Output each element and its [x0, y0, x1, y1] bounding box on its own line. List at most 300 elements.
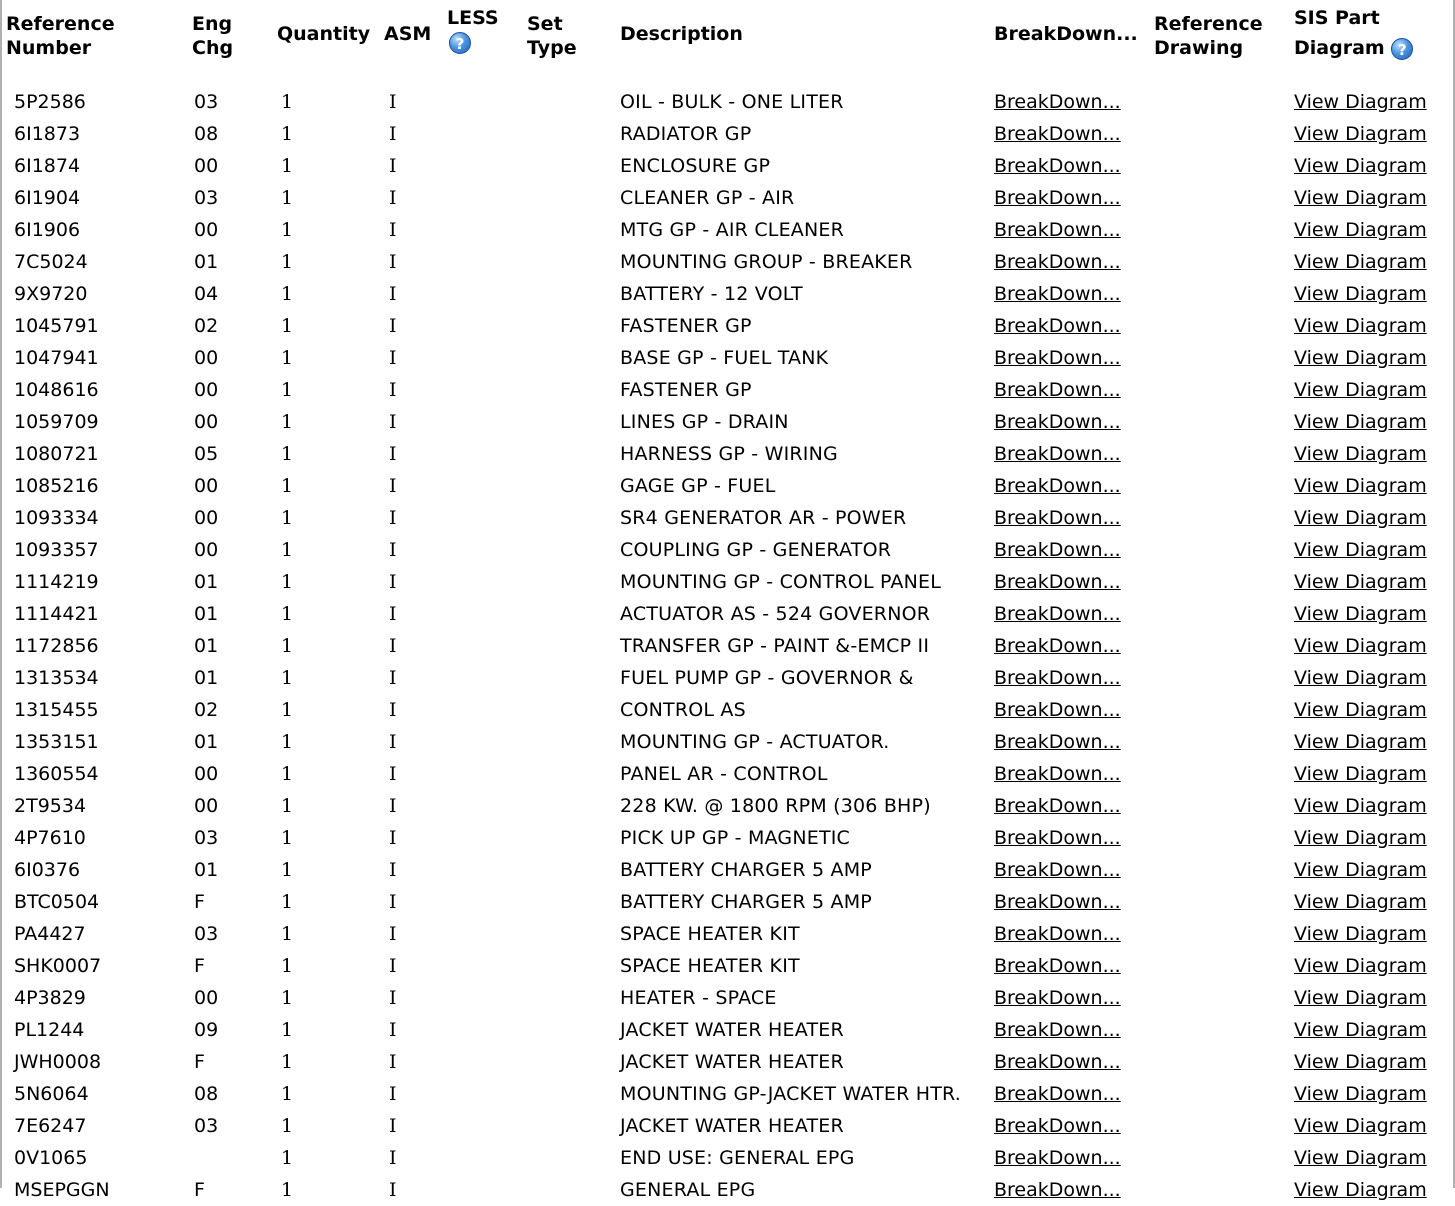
cell-set-type: [527, 406, 616, 438]
view-diagram-link[interactable]: View Diagram: [1294, 763, 1427, 785]
cell-eng-chg: 01: [194, 571, 219, 593]
table-row: [6, 534, 1446, 566]
cell-quantity: 1: [281, 347, 294, 369]
cell-reference-drawing: [1154, 1014, 1294, 1046]
cell-quantity: 1: [281, 1051, 294, 1073]
cell-description: BASE GP - FUEL TANK: [620, 347, 829, 369]
breakdown-link[interactable]: BreakDown...: [994, 411, 1121, 433]
cell-asm: I: [389, 667, 397, 689]
cell-description: HARNESS GP - WIRING: [620, 443, 838, 465]
cell-reference-number: 1085216: [14, 475, 99, 497]
table-row: [6, 246, 1446, 278]
cell-quantity: 1: [281, 315, 294, 337]
cell-reference-drawing: [1154, 630, 1294, 662]
cell-eng-chg: 00: [194, 795, 219, 817]
cell-sis-diagram: [1294, 118, 1446, 150]
less-help-icon[interactable]: ?: [449, 32, 471, 54]
cell-less: [443, 438, 527, 470]
header-row: [6, 6, 1446, 86]
cell-less: [443, 790, 527, 822]
column-header-reference-number: [6, 6, 192, 86]
cell-breakdown: [994, 150, 1154, 182]
cell-quantity: 1: [281, 987, 294, 1009]
cell-breakdown: [994, 214, 1154, 246]
breakdown-link[interactable]: BreakDown...: [994, 635, 1121, 657]
cell-quantity: 1: [281, 123, 294, 145]
breakdown-link[interactable]: BreakDown...: [994, 379, 1121, 401]
view-diagram-link[interactable]: View Diagram: [1294, 123, 1427, 145]
cell-less: [443, 886, 527, 918]
breakdown-link[interactable]: BreakDown...: [994, 699, 1121, 721]
header-sis-line2-wrapper: [1294, 30, 1446, 60]
cell-breakdown: [994, 662, 1154, 694]
cell-quantity: 1: [281, 763, 294, 785]
cell-sis-diagram: [1294, 694, 1446, 726]
cell-quantity: 1: [281, 155, 294, 177]
cell-eng-chg: 09: [194, 1019, 219, 1041]
column-header-description: [616, 6, 994, 86]
breakdown-link[interactable]: BreakDown...: [994, 955, 1121, 977]
cell-breakdown: [994, 1046, 1154, 1078]
cell-reference-number: 6I1874: [14, 155, 81, 177]
cell-asm: I: [389, 795, 397, 817]
cell-eng-chg: 00: [194, 507, 219, 529]
table-row: [6, 118, 1446, 150]
cell-asm: I: [389, 763, 397, 785]
cell-reference-drawing: [1154, 1078, 1294, 1110]
view-diagram-link[interactable]: View Diagram: [1294, 923, 1427, 945]
view-diagram-link[interactable]: View Diagram: [1294, 955, 1427, 977]
cell-eng-chg: 08: [194, 1083, 219, 1105]
cell-reference-number: JWH0008: [14, 1051, 102, 1073]
cell-description: SR4 GENERATOR AR - POWER: [620, 507, 907, 529]
view-diagram-link[interactable]: View Diagram: [1294, 347, 1427, 369]
view-diagram-link[interactable]: View Diagram: [1294, 827, 1427, 849]
cell-asm: I: [389, 1051, 397, 1073]
cell-quantity: 1: [281, 379, 294, 401]
cell-set-type: [527, 374, 616, 406]
cell-asm: I: [389, 731, 397, 753]
breakdown-link[interactable]: BreakDown...: [994, 475, 1121, 497]
breakdown-link[interactable]: BreakDown...: [994, 123, 1121, 145]
cell-quantity: 1: [281, 1115, 294, 1137]
cell-asm: I: [389, 155, 397, 177]
breakdown-link[interactable]: BreakDown...: [994, 795, 1121, 817]
table-row: [6, 86, 1446, 118]
cell-reference-number: 1114421: [14, 603, 99, 625]
cell-reference-number: 1360554: [14, 763, 99, 785]
view-diagram-link[interactable]: View Diagram: [1294, 699, 1427, 721]
breakdown-link[interactable]: BreakDown...: [994, 763, 1121, 785]
cell-description: PANEL AR - CONTROL: [620, 763, 828, 785]
table-row: [6, 598, 1446, 630]
cell-asm: I: [389, 1019, 397, 1041]
cell-sis-diagram: [1294, 246, 1446, 278]
view-diagram-link[interactable]: View Diagram: [1294, 443, 1427, 465]
cell-eng-chg: 00: [194, 763, 219, 785]
view-diagram-link[interactable]: View Diagram: [1294, 1083, 1427, 1105]
table-row: [6, 1014, 1446, 1046]
breakdown-link[interactable]: BreakDown...: [994, 987, 1121, 1009]
cell-less: [443, 918, 527, 950]
cell-reference-number: 1045791: [14, 315, 99, 337]
table-row: [6, 854, 1446, 886]
view-diagram-link[interactable]: View Diagram: [1294, 891, 1427, 913]
cell-breakdown: [994, 1078, 1154, 1110]
breakdown-link[interactable]: BreakDown...: [994, 507, 1121, 529]
cell-description: BATTERY CHARGER 5 AMP: [620, 859, 872, 881]
cell-reference-number: 5N6064: [14, 1083, 89, 1105]
cell-asm: I: [389, 699, 397, 721]
breakdown-link[interactable]: BreakDown...: [994, 155, 1121, 177]
cell-set-type: [527, 182, 616, 214]
breakdown-link[interactable]: BreakDown...: [994, 315, 1121, 337]
cell-less: [443, 662, 527, 694]
cell-asm: I: [389, 475, 397, 497]
header-sis-line2: Diagram: [1294, 37, 1385, 59]
header-less-label: LESS: [447, 7, 499, 29]
view-diagram-link[interactable]: View Diagram: [1294, 859, 1427, 881]
breakdown-link[interactable]: BreakDown...: [994, 1083, 1121, 1105]
cell-description: GENERAL EPG: [620, 1179, 756, 1201]
cell-reference-number: 1093357: [14, 539, 99, 561]
breakdown-link[interactable]: BreakDown...: [994, 571, 1121, 593]
cell-eng-chg: F: [194, 1179, 205, 1201]
breakdown-link[interactable]: BreakDown...: [994, 539, 1121, 561]
cell-set-type: [527, 534, 616, 566]
cell-quantity: 1: [281, 187, 294, 209]
header-set-line2: Type: [527, 37, 577, 59]
cell-quantity: 1: [281, 827, 294, 849]
breakdown-link[interactable]: BreakDown...: [994, 187, 1121, 209]
cell-breakdown: [994, 374, 1154, 406]
cell-reference-drawing: [1154, 758, 1294, 790]
cell-set-type: [527, 758, 616, 790]
view-diagram-link[interactable]: View Diagram: [1294, 251, 1427, 273]
cell-sis-diagram: [1294, 214, 1446, 246]
cell-quantity: 1: [281, 219, 294, 241]
cell-less: [443, 726, 527, 758]
cell-set-type: [527, 886, 616, 918]
view-diagram-link[interactable]: View Diagram: [1294, 539, 1427, 561]
cell-description: JACKET WATER HEATER: [620, 1115, 844, 1137]
cell-set-type: [527, 918, 616, 950]
view-diagram-link[interactable]: View Diagram: [1294, 1019, 1427, 1041]
cell-eng-chg: 00: [194, 539, 219, 561]
cell-reference-drawing: [1154, 438, 1294, 470]
cell-asm: I: [389, 603, 397, 625]
cell-less: [443, 1142, 527, 1174]
cell-set-type: [527, 214, 616, 246]
cell-breakdown: [994, 918, 1154, 950]
cell-eng-chg: 00: [194, 987, 219, 1009]
breakdown-link[interactable]: BreakDown...: [994, 283, 1121, 305]
breakdown-link[interactable]: BreakDown...: [994, 827, 1121, 849]
sis-help-icon[interactable]: ?: [1391, 38, 1413, 60]
breakdown-link[interactable]: BreakDown...: [994, 1179, 1121, 1201]
breakdown-link[interactable]: BreakDown...: [994, 891, 1121, 913]
cell-less: [443, 406, 527, 438]
cell-description: PICK UP GP - MAGNETIC: [620, 827, 851, 849]
cell-eng-chg: 03: [194, 827, 219, 849]
cell-quantity: 1: [281, 731, 294, 753]
view-diagram-link[interactable]: View Diagram: [1294, 731, 1427, 753]
cell-reference-drawing: [1154, 1142, 1294, 1174]
cell-reference-number: 1048616: [14, 379, 99, 401]
cell-eng-chg: [192, 1142, 277, 1174]
cell-set-type: [527, 1174, 616, 1206]
cell-set-type: [527, 246, 616, 278]
cell-eng-chg: 00: [194, 475, 219, 497]
view-diagram-link[interactable]: View Diagram: [1294, 507, 1427, 529]
cell-breakdown: [994, 310, 1154, 342]
cell-eng-chg: F: [194, 891, 205, 913]
breakdown-link[interactable]: BreakDown...: [994, 1051, 1121, 1073]
cell-breakdown: [994, 1110, 1154, 1142]
cell-reference-drawing: [1154, 406, 1294, 438]
cell-reference-drawing: [1154, 886, 1294, 918]
cell-eng-chg: 01: [194, 603, 219, 625]
view-diagram-link[interactable]: View Diagram: [1294, 411, 1427, 433]
cell-set-type: [527, 694, 616, 726]
breakdown-link[interactable]: BreakDown...: [994, 443, 1121, 465]
cell-sis-diagram: [1294, 1078, 1446, 1110]
cell-breakdown: [994, 566, 1154, 598]
header-description-label: Description: [620, 23, 743, 45]
view-diagram-link[interactable]: View Diagram: [1294, 987, 1427, 1009]
cell-sis-diagram: [1294, 1142, 1446, 1174]
cell-set-type: [527, 598, 616, 630]
cell-reference-drawing: [1154, 726, 1294, 758]
cell-reference-number: MSEPGGN: [14, 1179, 110, 1201]
cell-sis-diagram: [1294, 150, 1446, 182]
view-diagram-link[interactable]: View Diagram: [1294, 475, 1427, 497]
cell-set-type: [527, 950, 616, 982]
breakdown-link[interactable]: BreakDown...: [994, 667, 1121, 689]
cell-breakdown: [994, 598, 1154, 630]
cell-breakdown: [994, 726, 1154, 758]
view-diagram-link[interactable]: View Diagram: [1294, 571, 1427, 593]
cell-reference-drawing: [1154, 214, 1294, 246]
breakdown-link[interactable]: BreakDown...: [994, 1115, 1121, 1137]
cell-eng-chg: F: [194, 1051, 205, 1073]
breakdown-link[interactable]: BreakDown...: [994, 603, 1121, 625]
cell-set-type: [527, 118, 616, 150]
cell-description: MOUNTING GP-JACKET WATER HTR.: [620, 1083, 962, 1105]
cell-eng-chg: 03: [194, 91, 219, 113]
cell-asm: I: [389, 635, 397, 657]
breakdown-link[interactable]: BreakDown...: [994, 923, 1121, 945]
table-row: [6, 438, 1446, 470]
cell-sis-diagram: [1294, 1174, 1446, 1206]
cell-reference-number: 6I1873: [14, 123, 81, 145]
cell-set-type: [527, 1142, 616, 1174]
table-row: [6, 310, 1446, 342]
breakdown-link[interactable]: BreakDown...: [994, 91, 1121, 113]
cell-eng-chg: 03: [194, 1115, 219, 1137]
cell-description: HEATER - SPACE: [620, 987, 777, 1009]
cell-sis-diagram: [1294, 1046, 1446, 1078]
view-diagram-link[interactable]: View Diagram: [1294, 635, 1427, 657]
cell-reference-drawing: [1154, 982, 1294, 1014]
cell-less: [443, 1174, 527, 1206]
cell-description: ACTUATOR AS - 524 GOVERNOR: [620, 603, 931, 625]
header-ref-line2: Number: [6, 37, 92, 59]
cell-reference-number: 1114219: [14, 571, 99, 593]
view-diagram-link[interactable]: View Diagram: [1294, 795, 1427, 817]
table-row: [6, 214, 1446, 246]
breakdown-link[interactable]: BreakDown...: [994, 347, 1121, 369]
cell-asm: I: [389, 923, 397, 945]
cell-reference-number: 2T9534: [14, 795, 87, 817]
cell-breakdown: [994, 182, 1154, 214]
cell-set-type: [527, 1046, 616, 1078]
table-row: [6, 566, 1446, 598]
breakdown-link[interactable]: BreakDown...: [994, 251, 1121, 273]
view-diagram-link[interactable]: View Diagram: [1294, 219, 1427, 241]
cell-asm: I: [389, 283, 397, 305]
view-diagram-link[interactable]: View Diagram: [1294, 1147, 1427, 1169]
table-row: [6, 630, 1446, 662]
cell-sis-diagram: [1294, 1110, 1446, 1142]
cell-reference-number: 7E6247: [14, 1115, 87, 1137]
table-row: [6, 694, 1446, 726]
cell-breakdown: [994, 694, 1154, 726]
cell-sis-diagram: [1294, 790, 1446, 822]
view-diagram-link[interactable]: View Diagram: [1294, 603, 1427, 625]
cell-quantity: 1: [281, 443, 294, 465]
cell-breakdown: [994, 1014, 1154, 1046]
table-row: [6, 502, 1446, 534]
cell-eng-chg: 01: [194, 635, 219, 657]
cell-asm: I: [389, 1147, 397, 1169]
cell-reference-number: 1172856: [14, 635, 99, 657]
view-diagram-link[interactable]: View Diagram: [1294, 379, 1427, 401]
table-body: [6, 86, 1446, 1206]
cell-description: MTG GP - AIR CLEANER: [620, 219, 844, 241]
view-diagram-link[interactable]: View Diagram: [1294, 155, 1427, 177]
cell-set-type: [527, 470, 616, 502]
cell-eng-chg: 01: [194, 731, 219, 753]
cell-description: LINES GP - DRAIN: [620, 411, 789, 433]
cell-description: TRANSFER GP - PAINT &-EMCP II: [620, 635, 930, 657]
breakdown-link[interactable]: BreakDown...: [994, 1019, 1121, 1041]
cell-eng-chg: 04: [194, 283, 219, 305]
header-eng-line2: Chg: [192, 37, 234, 59]
cell-reference-drawing: [1154, 566, 1294, 598]
cell-reference-number: 1315455: [14, 699, 99, 721]
cell-reference-number: 1093334: [14, 507, 99, 529]
cell-eng-chg: 01: [194, 667, 219, 689]
cell-less: [443, 502, 527, 534]
cell-eng-chg: 00: [194, 219, 219, 241]
cell-quantity: 1: [281, 411, 294, 433]
cell-quantity: 1: [281, 1147, 294, 1169]
view-diagram-link[interactable]: View Diagram: [1294, 315, 1427, 337]
cell-sis-diagram: [1294, 406, 1446, 438]
cell-quantity: 1: [281, 539, 294, 561]
cell-reference-drawing: [1154, 1174, 1294, 1206]
cell-sis-diagram: [1294, 598, 1446, 630]
cell-breakdown: [994, 342, 1154, 374]
cell-reference-drawing: [1154, 278, 1294, 310]
breakdown-link[interactable]: BreakDown...: [994, 219, 1121, 241]
cell-sis-diagram: [1294, 502, 1446, 534]
cell-reference-number: 1353151: [14, 731, 99, 753]
cell-quantity: 1: [281, 891, 294, 913]
cell-description: OIL - BULK - ONE LITER: [620, 91, 844, 113]
cell-set-type: [527, 150, 616, 182]
cell-breakdown: [994, 790, 1154, 822]
breakdown-link[interactable]: BreakDown...: [994, 859, 1121, 881]
cell-asm: I: [389, 859, 397, 881]
cell-less: [443, 214, 527, 246]
view-diagram-link[interactable]: View Diagram: [1294, 1051, 1427, 1073]
cell-eng-chg: 00: [194, 379, 219, 401]
cell-reference-number: 6I1906: [14, 219, 81, 241]
view-diagram-link[interactable]: View Diagram: [1294, 91, 1427, 113]
cell-sis-diagram: [1294, 854, 1446, 886]
cell-asm: I: [389, 539, 397, 561]
table-row: [6, 470, 1446, 502]
cell-quantity: 1: [281, 699, 294, 721]
cell-asm: I: [389, 187, 397, 209]
table-row: [6, 886, 1446, 918]
cell-reference-drawing: [1154, 118, 1294, 150]
cell-breakdown: [994, 278, 1154, 310]
cell-reference-number: PA4427: [14, 923, 86, 945]
cell-reference-drawing: [1154, 342, 1294, 374]
table-row: [6, 726, 1446, 758]
cell-quantity: 1: [281, 667, 294, 689]
cell-quantity: 1: [281, 603, 294, 625]
view-diagram-link[interactable]: View Diagram: [1294, 1179, 1427, 1201]
cell-quantity: 1: [281, 859, 294, 881]
view-diagram-link[interactable]: View Diagram: [1294, 283, 1427, 305]
cell-sis-diagram: [1294, 342, 1446, 374]
header-sis-line1: SIS Part: [1294, 7, 1380, 29]
view-diagram-link[interactable]: View Diagram: [1294, 667, 1427, 689]
cell-reference-drawing: [1154, 854, 1294, 886]
cell-sis-diagram: [1294, 630, 1446, 662]
cell-asm: I: [389, 1115, 397, 1137]
cell-sis-diagram: [1294, 886, 1446, 918]
table-row: [6, 342, 1446, 374]
cell-breakdown: [994, 502, 1154, 534]
cell-asm: I: [389, 219, 397, 241]
view-diagram-link[interactable]: View Diagram: [1294, 1115, 1427, 1137]
cell-reference-number: 4P7610: [14, 827, 86, 849]
table-row: [6, 950, 1446, 982]
view-diagram-link[interactable]: View Diagram: [1294, 187, 1427, 209]
cell-reference-number: 1313534: [14, 667, 99, 689]
table-row: [6, 982, 1446, 1014]
cell-breakdown: [994, 534, 1154, 566]
table-row: [6, 1078, 1446, 1110]
cell-eng-chg: 02: [194, 699, 219, 721]
cell-description: COUPLING GP - GENERATOR: [620, 539, 892, 561]
cell-less: [443, 854, 527, 886]
column-header-sis-part-diagram: [1294, 6, 1446, 86]
breakdown-link[interactable]: BreakDown...: [994, 731, 1121, 753]
cell-breakdown: [994, 438, 1154, 470]
cell-less: [443, 86, 527, 118]
cell-description: 228 KW. @ 1800 RPM (306 BHP): [620, 795, 931, 817]
breakdown-link[interactable]: BreakDown...: [994, 1147, 1121, 1169]
cell-less: [443, 1110, 527, 1142]
cell-set-type: [527, 310, 616, 342]
cell-eng-chg: 08: [194, 123, 219, 145]
